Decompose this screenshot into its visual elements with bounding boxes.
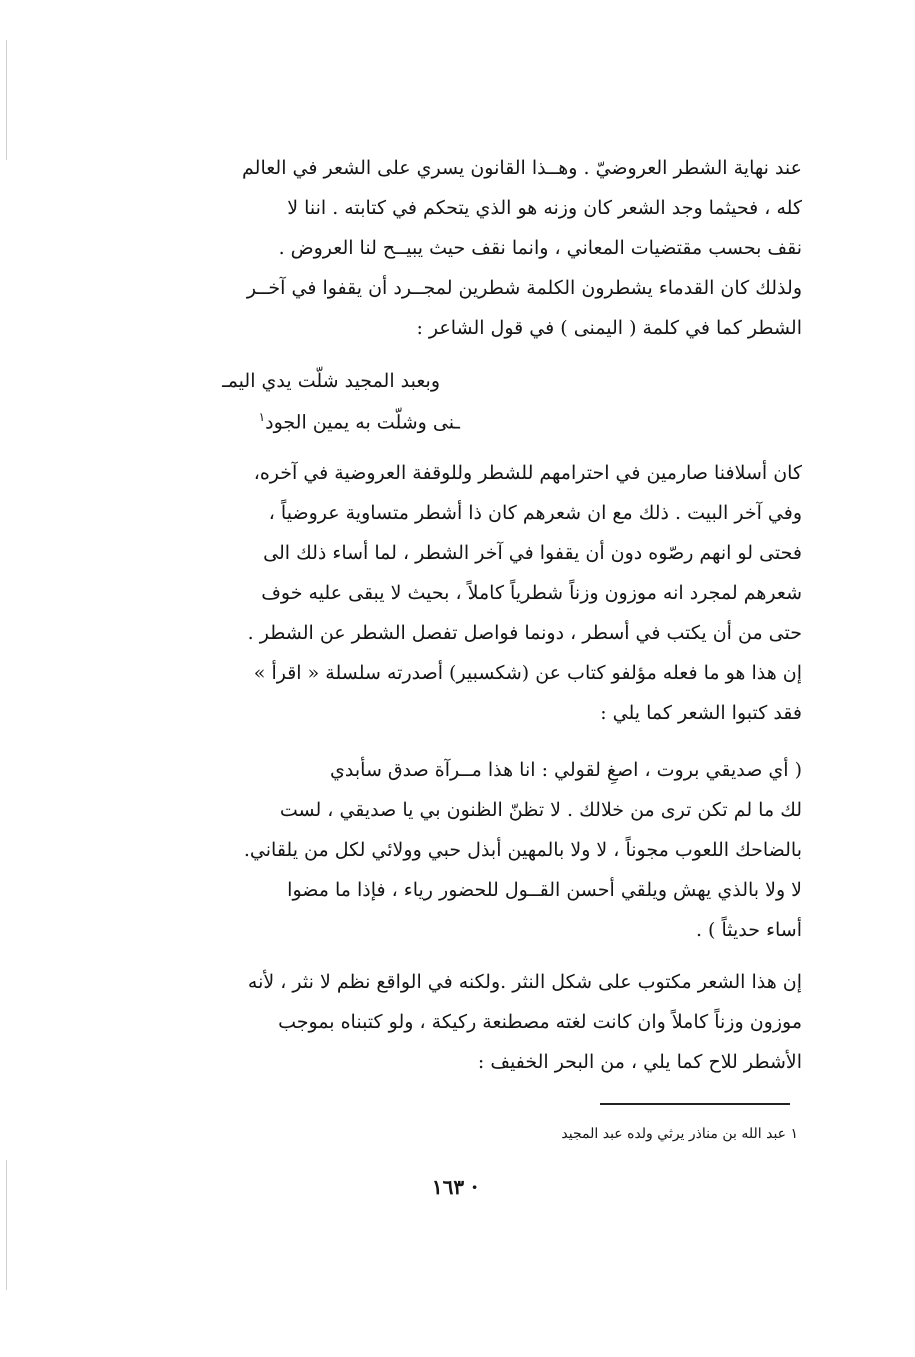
text-line: لا ولا بالذي يهش ويلقي أحسن القــول للحضور رياء ، فإذا ما مضوا xyxy=(287,879,802,901)
text-line: وفي آخر البيت . ذلك مع ان شعرهم كان ذا أشطر متساوية عروضياً ، xyxy=(268,502,802,524)
text-line: ولذلك كان القدماء يشطرون الكلمة شطرين لمجــرد أن يقفوا في آخــر xyxy=(246,277,802,299)
text-line: الأشطر للاح كما يلي ، من البحر الخفيف : xyxy=(477,1051,802,1073)
paragraph-4 xyxy=(112,962,802,1082)
text-line: أساء حديثاً ) . xyxy=(695,919,802,941)
paragraph-3-quoted-poem xyxy=(112,750,802,950)
text-line: موزون وزناً كاملاً وان كانت لغته مصطنعة ركيكة ، ولو كتبناه بموجب xyxy=(278,1011,802,1033)
scan-edge-mark xyxy=(6,1160,7,1290)
text-line: فحتى لو انهم رصّوه دون أن يقفوا في آخر الشطر ، لما أساء ذلك الى xyxy=(263,542,802,564)
footnote-separator xyxy=(600,1103,790,1105)
verse-hemistich-2 xyxy=(259,402,460,437)
text-line: كان أسلافنا صارمين في احترامهم للشطر وللوقفة العروضية في آخره، xyxy=(253,462,802,484)
text-line: لك ما لم تكن ترى من خلالك . لا تظنّ الظنون بي يا صديقي ، لست xyxy=(279,799,802,821)
verse-text: ـنى وشلّت به يمين الجود xyxy=(265,411,460,434)
text-line: بالضاحك اللعوب مجوناً ، لا ولا بالمهين أبذل حبي وولائي لكل من يلقاني. xyxy=(243,839,802,861)
text-line: حتى من أن يكتب في أسطر ، دونما فواصل تفصل الشطر عن الشطر . xyxy=(247,622,802,644)
paragraph-2 xyxy=(112,453,802,733)
footnote: ١ عبد الله بن مناذر يرثي ولده عبد المجيد xyxy=(561,1126,798,1142)
text-line: نقف بحسب مقتضيات المعاني ، وانما نقف حيث يبيــح لنا العروض . xyxy=(278,237,802,259)
text-line: كله ، فحيثما وجد الشعر كان وزنه هو الذي يتحكم في كتابته . اننا لا xyxy=(287,197,802,219)
verse-hemistich-1: وبعبد المجيد شلّت يدي اليمـ xyxy=(222,370,440,392)
scan-edge-mark xyxy=(6,40,7,160)
text-line: إن هذا الشعر مكتوب على شكل النثر .ولكنه في الواقع نظم لا نثر ، لأنه xyxy=(247,971,802,993)
text-line: الشطر كما في كلمة ( اليمنى ) في قول الشاعر : xyxy=(416,317,802,339)
text-line: فقد كتبوا الشعر كما يلي : xyxy=(600,702,802,724)
footnote-reference: ١ xyxy=(258,410,266,424)
text-line: عند نهاية الشطر العروضيّ . وهــذا القانون يسري على الشعر في العالم xyxy=(242,157,802,179)
page-number: · ١٦٣ xyxy=(431,1175,479,1199)
text-line: إن هذا هو ما فعله مؤلفو كتاب عن (شكسبير) أصدرته سلسلة « اقرأ » xyxy=(253,662,802,684)
text-line: ( أي صديقي بروت ، اصغِ لقولي : انا هذا مــرآة صدق سأبدي xyxy=(330,759,802,781)
text-line: شعرهم لمجرد انه موزون وزناً شطرياً كاملاً ، بحيث لا يبقى عليه خوف xyxy=(261,582,802,604)
paragraph-1 xyxy=(112,148,802,348)
